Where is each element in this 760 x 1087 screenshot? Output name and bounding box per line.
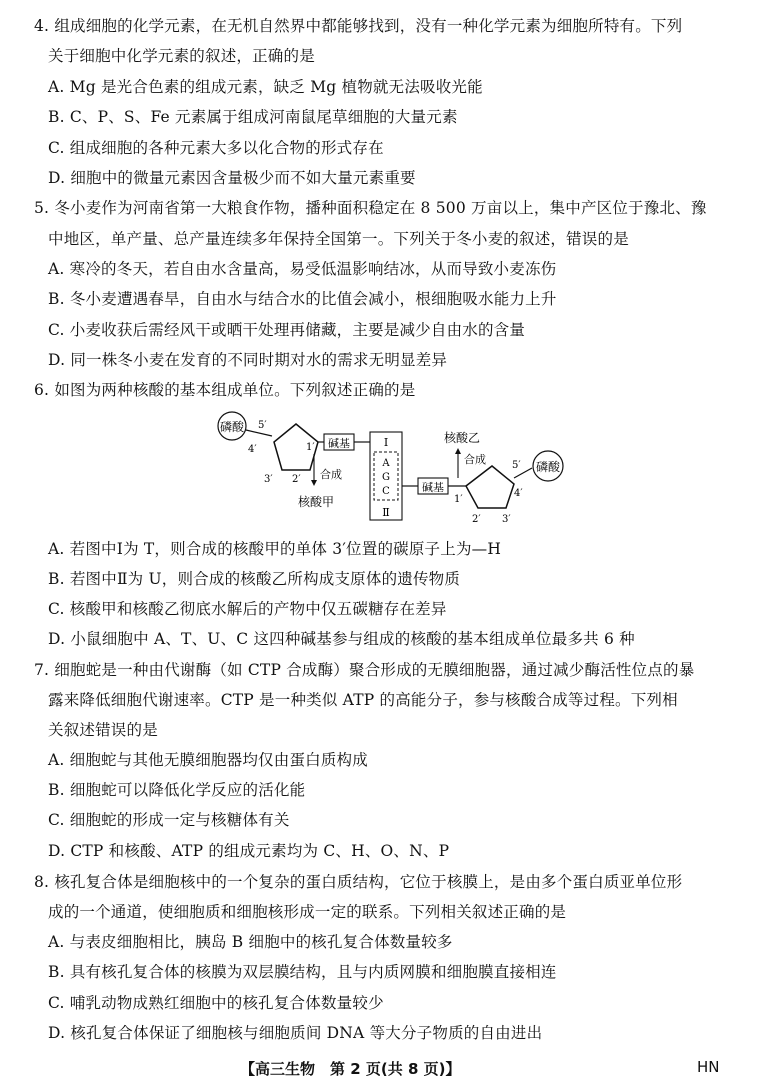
q6-option-a: A. 若图中Ⅰ为 T，则合成的核酸甲的单体 3′位置的碳原子上为—H bbox=[48, 540, 502, 558]
q6-option-c: C. 核酸甲和核酸乙彻底水解后的产物中仅五碳糖存在差异 bbox=[48, 600, 447, 618]
q7-stem-line2: 露来降低细胞代谢速率。CTP 是一种类似 ATP 的高能分子，参与核酸合成等过程。下列相 bbox=[48, 691, 678, 709]
q8-option-b: B. 具有核孔复合体的核膜为双层膜结构，且与内质网膜和细胞膜直接相连 bbox=[48, 963, 557, 981]
q4-option-d: D. 细胞中的微量元素因含量极少而不如大量元素重要 bbox=[48, 169, 416, 187]
q7-option-c: C. 细胞蛇的形成一定与核糖体有关 bbox=[48, 811, 290, 829]
nucleic-b-label: 核酸乙 bbox=[444, 431, 481, 445]
q5-stem-line1: 5. 冬小麦作为河南省第一大粮食作物，播种面积稳定在 8 500 万亩以上，集中产区位于豫北、豫 bbox=[34, 199, 707, 217]
q4-stem-line1: 4. 组成细胞的化学元素，在无机自然界中都能够找到，没有一种化学元素为细胞所特有。下列 bbox=[34, 17, 683, 35]
q8-option-d: D. 核孔复合体保证了细胞核与细胞质间 DNA 等大分子物质的自由进出 bbox=[48, 1024, 543, 1042]
roman-2: Ⅱ bbox=[382, 506, 390, 519]
pos4-right: 4′ bbox=[514, 488, 523, 499]
pos2-left: 2′ bbox=[292, 474, 301, 485]
q7-stem-line3: 关叙述错误的是 bbox=[48, 721, 158, 739]
pos1-left: 1′ bbox=[306, 442, 315, 453]
q8-stem-line1: 8. 核孔复合体是细胞核中的一个复杂的蛋白质结构，它位于核膜上，是由多个蛋白质亚单位形 bbox=[34, 873, 683, 891]
q7-option-d: D. CTP 和核酸、ATP 的组成元素均为 C、H、O、N、P bbox=[48, 842, 450, 860]
q5-option-c: C. 小麦收获后需经风干或晒干处理再储藏，主要是减少自由水的含量 bbox=[48, 321, 526, 339]
q4-option-a: A. Mg 是光合色素的组成元素，缺乏 Mg 植物就无法吸收光能 bbox=[48, 78, 483, 96]
pos1-right: 1′ bbox=[454, 494, 463, 505]
pos5-right: 5′ bbox=[512, 460, 521, 471]
pos5-left: 5′ bbox=[258, 420, 267, 431]
q5-option-d: D. 同一株冬小麦在发育的不同时期对水的需求无明显差异 bbox=[48, 351, 448, 369]
footer-page-info: 【高三生物 第 2 页(共 8 页)】 bbox=[240, 1060, 461, 1078]
letter-g: G bbox=[382, 472, 390, 483]
q7-option-b: B. 细胞蛇可以降低化学反应的活化能 bbox=[48, 781, 306, 799]
q4-option-c: C. 组成细胞的各种元素大多以化合物的形式存在 bbox=[48, 139, 384, 157]
q8-option-c: C. 哺乳动物成熟红细胞中的核孔复合体数量较少 bbox=[48, 994, 384, 1012]
pentose-ring-right bbox=[466, 466, 514, 508]
q6-option-d: D. 小鼠细胞中 A、T、U、C 这四种碱基参与组成的核酸的基本组成单位最多共 6 种 bbox=[48, 630, 635, 648]
q8-option-a: A. 与表皮细胞相比，胰岛 B 细胞中的核孔复合体数量较多 bbox=[48, 933, 453, 951]
q6-stem: 6. 如图为两种核酸的基本组成单位。下列叙述正确的是 bbox=[34, 381, 416, 399]
nucleic-a-label: 核酸甲 bbox=[298, 495, 335, 509]
q5-stem-line2: 中地区，单产量、总产量连续多年保持全国第一。下列关于冬小麦的叙述，错误的是 bbox=[48, 230, 629, 248]
base-label-right: 碱基 bbox=[422, 481, 444, 494]
pos2-right: 2′ bbox=[472, 514, 481, 525]
pos3-left: 3′ bbox=[264, 474, 273, 485]
q7-option-a: A. 细胞蛇与其他无膜细胞器均仅由蛋白质构成 bbox=[48, 751, 368, 769]
base-label-left: 碱基 bbox=[328, 437, 350, 450]
q6-option-b: B. 若图中Ⅱ为 U，则合成的核酸乙所构成支原体的遗传物质 bbox=[48, 570, 461, 588]
footer-region-code: HN bbox=[697, 1058, 720, 1076]
synth-label-left: 合成 bbox=[320, 468, 342, 481]
q5-option-a: A. 寒冷的冬天，若自由水含量高，易受低温影响结冰，从而导致小麦冻伤 bbox=[48, 260, 557, 278]
nucleotide-diagram bbox=[214, 408, 574, 528]
roman-1: Ⅰ bbox=[383, 436, 389, 449]
q8-stem-line2: 成的一个通道，使细胞质和细胞核形成一定的联系。下列相关叙述正确的是 bbox=[48, 903, 567, 921]
q5-option-b: B. 冬小麦遭遇春旱，自由水与结合水的比值会减小，根细胞吸水能力上升 bbox=[48, 290, 557, 308]
pos4-left: 4′ bbox=[248, 444, 257, 455]
q4-stem-line2: 关于细胞中化学元素的叙述，正确的是 bbox=[48, 47, 315, 65]
q7-stem-line1: 7. 细胞蛇是一种由代谢酶（如 CTP 合成酶）聚合形成的无膜细胞器，通过减少酶活性位点的暴 bbox=[34, 661, 695, 679]
q4-option-b: B. C、P、S、Fe 元素属于组成河南鼠尾草细胞的大量元素 bbox=[48, 108, 458, 126]
pos3-right: 3′ bbox=[502, 514, 511, 525]
synth-label-right: 合成 bbox=[464, 453, 486, 466]
letter-c: C bbox=[382, 486, 390, 497]
letter-a: A bbox=[382, 458, 390, 469]
phosphate-label-left: 磷酸 bbox=[219, 420, 245, 434]
phosphate-label-right: 磷酸 bbox=[535, 460, 561, 474]
